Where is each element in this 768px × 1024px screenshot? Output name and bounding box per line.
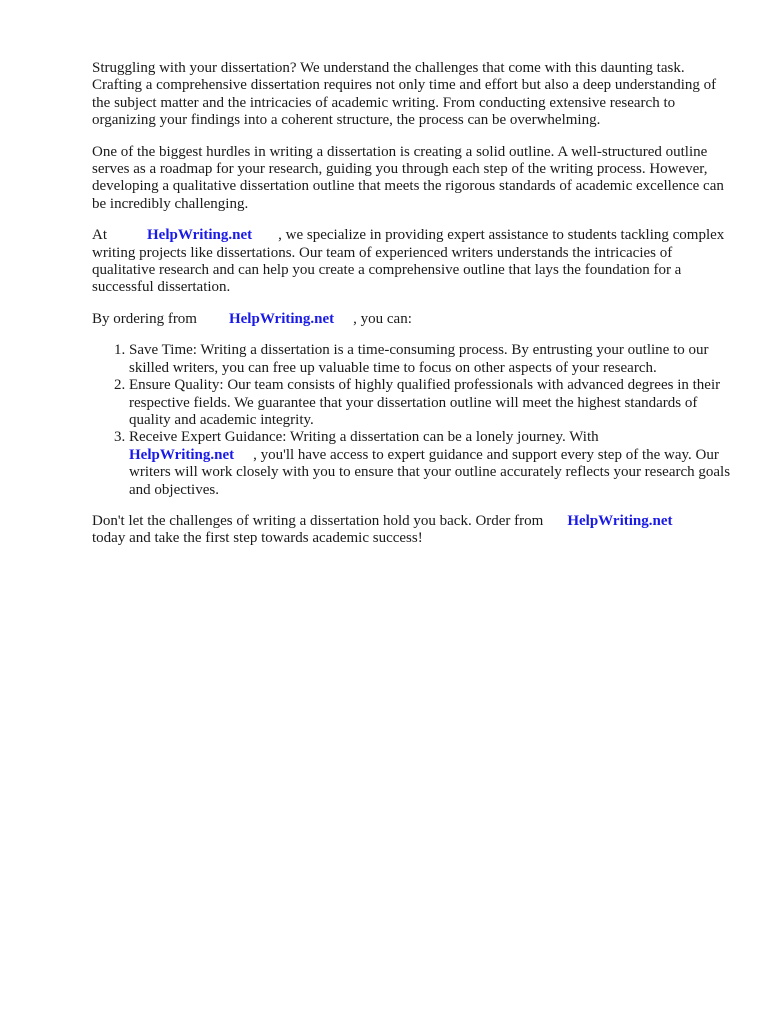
helpwriting-link[interactable]: HelpWriting.net bbox=[129, 446, 235, 463]
closing-text-before: Don't let the challenges of writing a dissertation hold you back. Order from bbox=[92, 512, 544, 529]
item3-text-after: , you'll have access to expert guidance and support every step of the way. Our writers will work closely with you to ensure that your outline accurately reflects your research goals and objectives. bbox=[129, 446, 731, 498]
ordering-text-after: , you can: bbox=[353, 310, 412, 327]
ordering-text-before: By ordering from bbox=[92, 310, 197, 327]
item3-text-before: Receive Expert Guidance: Writing a dissertation can be a lonely journey. With bbox=[129, 429, 599, 446]
benefits-list bbox=[92, 342, 732, 499]
document-body bbox=[92, 60, 732, 562]
service-paragraph bbox=[92, 227, 732, 297]
ordering-paragraph bbox=[92, 311, 732, 328]
closing-text-after: today and take the first step towards academic success! bbox=[92, 530, 423, 547]
helpwriting-link[interactable]: HelpWriting.net bbox=[228, 310, 335, 327]
closing-paragraph bbox=[92, 513, 732, 548]
intro-paragraph: Struggling with your dissertation? We understand the challenges that come with this daunting task. Crafting a comprehensive dissertation requires not only time and effort but also a deep understanding of the subject matter and the intricacies of academic writing. From conducting extensive research to organizing your findings into a coherent structure, the process can be overwhelming. bbox=[92, 60, 717, 129]
service-text-after: , we specialize in providing expert assistance to students tackling complex writing projects like dissertations. Our team of experienced writers understands the intricacies of qualitative research and can help you create a comprehensive outline that lays the foundation for a successful dissertation. bbox=[92, 227, 725, 296]
helpwriting-link[interactable]: HelpWriting.net bbox=[147, 227, 253, 244]
outline-paragraph: One of the biggest hurdles in writing a dissertation is creating a solid outline. A well-structured outline serves as a roadmap for your research, guiding you through each step of the writing process. However, developing a qualitative dissertation outline that meets the rigorous standards of academic excellence can be incredibly challenging. bbox=[92, 143, 724, 212]
list-item: 1. Save Time: Writing a dissertation is a time-consuming process. By entrusting your outline to our skilled writers, you can free up valuable time to focus on other aspects of your research. bbox=[129, 342, 732, 377]
list-item: 2. Ensure Quality: Our team consists of highly qualified professionals with advanced degrees in their respective fields. We guarantee that your dissertation outline will meet the highest standards of quality and academic integrity. bbox=[129, 377, 732, 429]
helpwriting-link[interactable]: HelpWriting.net bbox=[567, 512, 673, 529]
service-text-before: At bbox=[92, 227, 107, 244]
list-item bbox=[129, 429, 732, 499]
